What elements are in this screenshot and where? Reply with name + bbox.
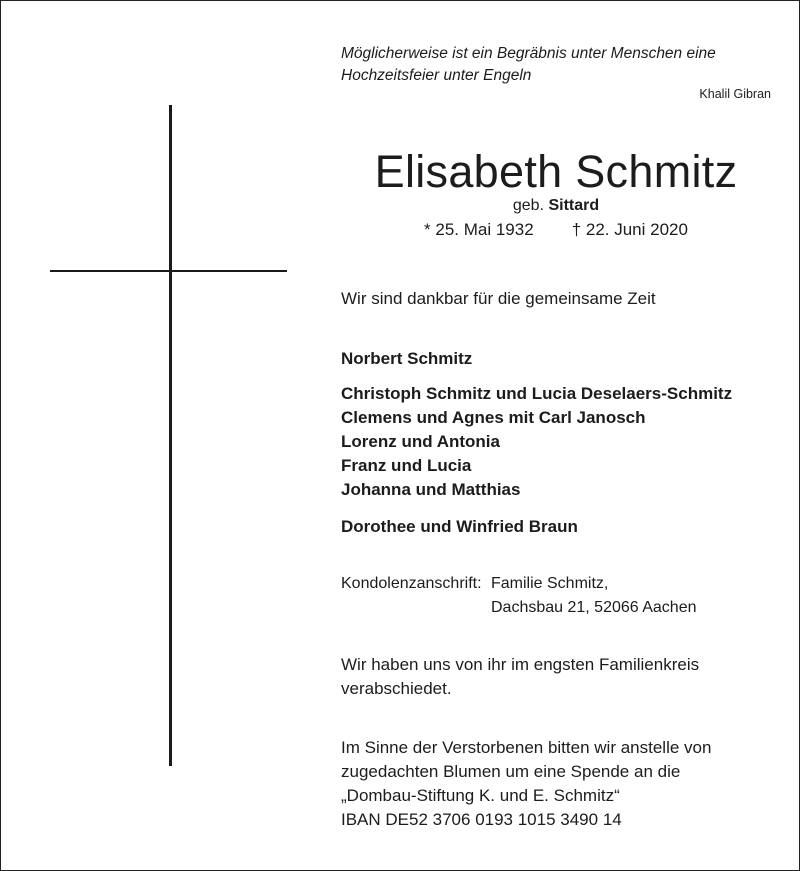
condolence-address-line: Dachsbau 21, 52066 Aachen (491, 599, 697, 616)
quote-line: Hochzeitsfeier unter Engeln (341, 67, 532, 84)
gratitude-text: Wir sind dankbar für die gemeinsame Zeit (341, 289, 656, 308)
deceased-name: Elisabeth Schmitz (374, 146, 738, 197)
family-member: Christoph Schmitz und Lucia Deselaers-Schmitz (341, 384, 733, 403)
death-date: † 22. Juni 2020 (571, 220, 688, 239)
quote (341, 43, 781, 87)
family-member: Lorenz und Antonia (341, 432, 500, 451)
cross-vertical-bar (169, 105, 172, 766)
spouse-name: Norbert Schmitz (341, 349, 473, 368)
condolence-label: Kondolenzanschrift: (341, 575, 482, 592)
family-member: Clemens und Agnes mit Carl Janosch (341, 408, 646, 427)
condolence-address-line: Familie Schmitz, (491, 575, 609, 592)
donation-line: zugedachten Blumen um eine Spende an die (341, 762, 681, 781)
birth-date: * 25. Mai 1932 (424, 220, 534, 239)
family-member: Johanna und Matthias (341, 480, 521, 499)
born-prefix: geb. (512, 197, 544, 214)
other-mourners: Dorothee und Winfried Braun (341, 517, 578, 536)
quote-line: Möglicherweise ist ein Begräbnis unter Menschen eine (341, 45, 716, 62)
farewell-line: Wir haben uns von ihr im engsten Familienkreis (341, 655, 700, 674)
maiden-name: Sittard (548, 197, 600, 214)
donation-text (341, 736, 711, 832)
quote-author: Khalil Gibran (699, 87, 771, 101)
donation-line: „Dombau-Stiftung K. und E. Schmitz“ (341, 786, 620, 805)
life-dates (330, 219, 782, 241)
family-member: Franz und Lucia (341, 456, 472, 475)
farewell-line: verabschiedet. (341, 679, 452, 698)
maiden-name-line (330, 196, 782, 216)
family-list (341, 382, 732, 502)
donation-line: Im Sinne der Verstorbenen bitten wir anstelle von (341, 738, 712, 757)
farewell-text (341, 653, 699, 701)
iban: IBAN DE52 3706 0193 1015 3490 14 (341, 810, 622, 829)
cross-horizontal-bar (50, 270, 287, 272)
